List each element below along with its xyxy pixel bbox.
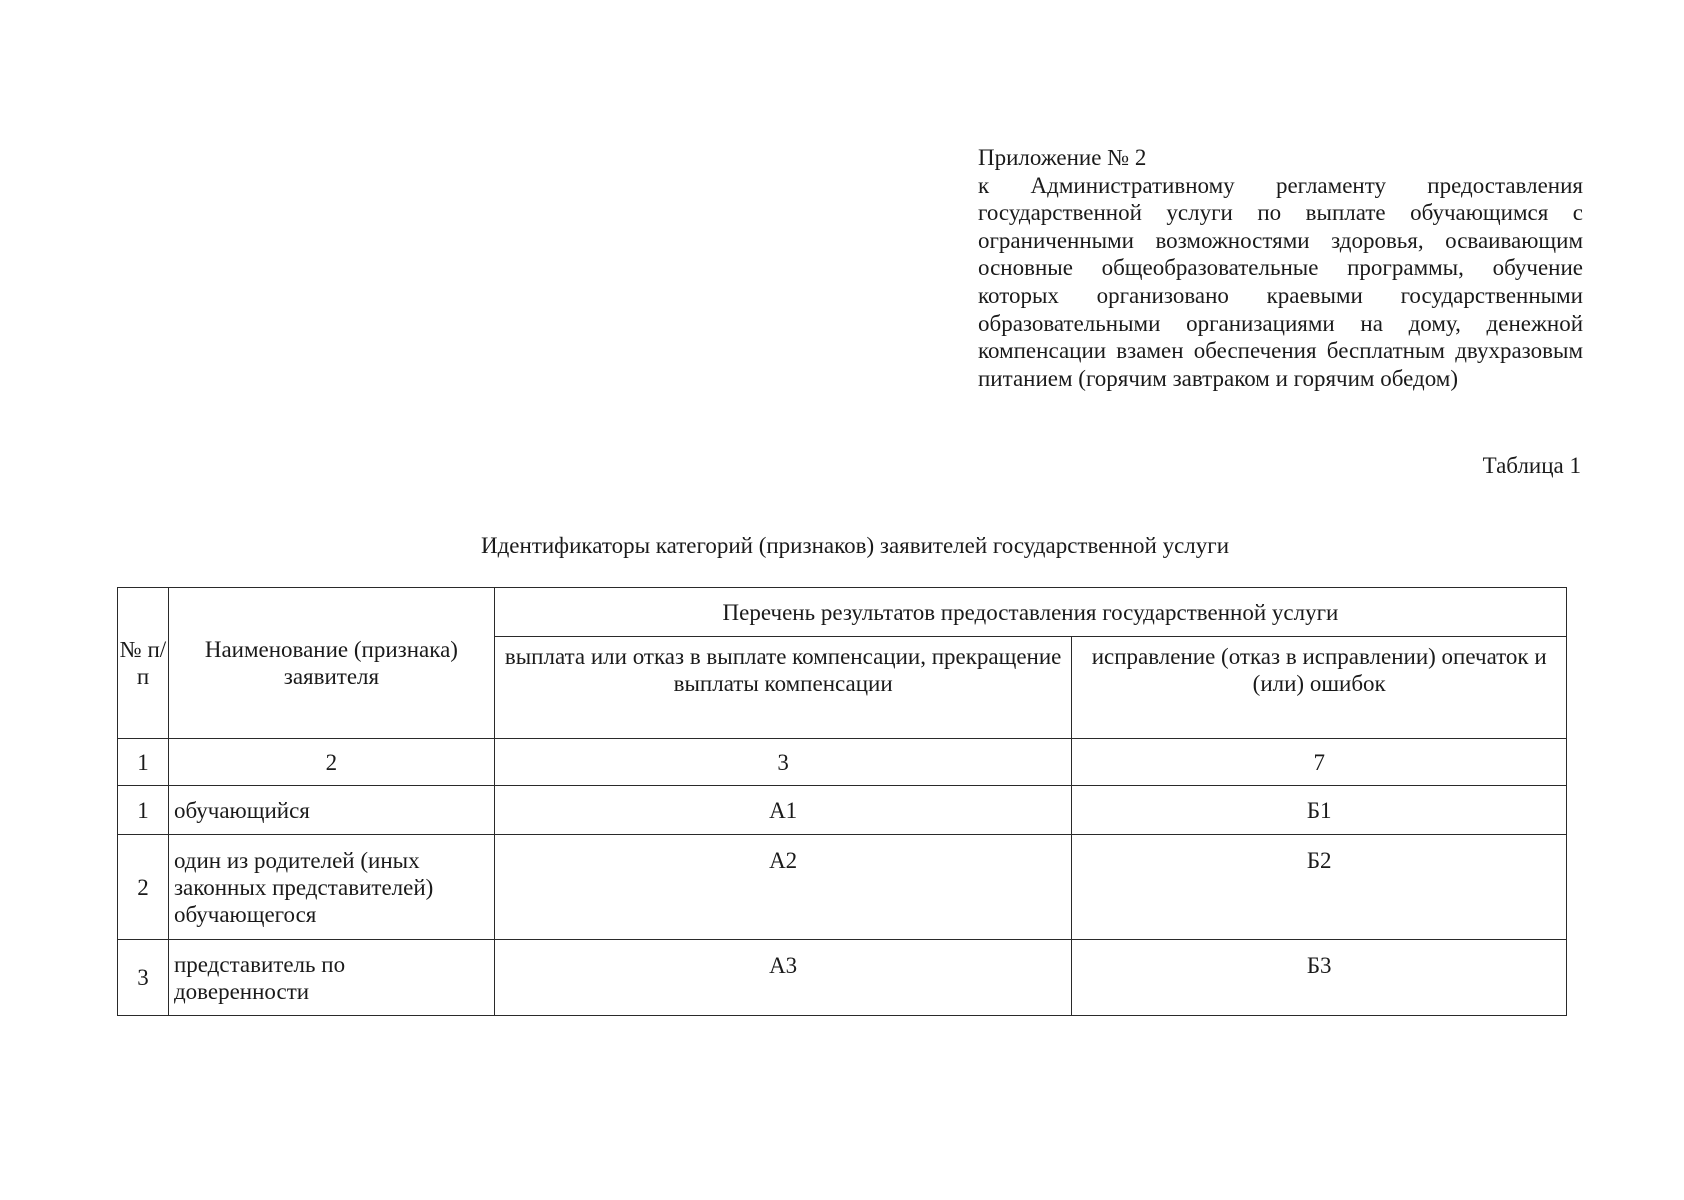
header-applicant-name: Наименование (признака) заявителя xyxy=(168,588,494,739)
table-caption: Идентификаторы категорий (признаков) заявителей государственной услуги xyxy=(480,533,1230,558)
row-number: 1 xyxy=(118,786,169,835)
row-number: 2 xyxy=(118,835,169,940)
header-result-payment: выплата или отказ в выплате компенсации, прекращение выплаты компенсации xyxy=(494,637,1072,739)
applicant-category: обучающийся xyxy=(168,786,494,835)
table-number: Таблица 1 xyxy=(1482,453,1581,478)
annex-text: к Административному регламенту предоставления государственной услуги по выплате обучающимся с ограниченными возможностями здоровья, осваивающим основные общеобразовательные программы, обучение которых организовано краевыми государственными образовательными организациями на дому, денежной компенсации взамен обеспечения бесплатным двухразовым питанием (горячим завтраком и горячим обедом) xyxy=(978,172,1583,391)
column-numbers-row xyxy=(118,739,1567,786)
table-header-row xyxy=(118,588,1567,637)
applicant-category: представитель по доверенности xyxy=(168,940,494,1016)
annex-block xyxy=(978,144,1583,392)
header-results-group: Перечень результатов предоставления государственной услуги xyxy=(494,588,1566,637)
column-number: 1 xyxy=(118,739,169,786)
applicant-category: один из родителей (иных законных представителей) обучающегося xyxy=(168,835,494,940)
result-correction-code: Б2 xyxy=(1072,835,1567,940)
result-correction-code: Б1 xyxy=(1072,786,1567,835)
column-number: 3 xyxy=(494,739,1072,786)
result-correction-code: Б3 xyxy=(1072,940,1567,1016)
annex-title: Приложение № 2 xyxy=(978,145,1147,170)
applicant-categories-table xyxy=(117,587,1567,1016)
table-row xyxy=(118,940,1567,1016)
result-payment-code: А2 xyxy=(494,835,1072,940)
result-payment-code: А1 xyxy=(494,786,1072,835)
row-number: 3 xyxy=(118,940,169,1016)
header-number: № п/п xyxy=(118,588,169,739)
column-number: 7 xyxy=(1072,739,1567,786)
table-row xyxy=(118,786,1567,835)
result-payment-code: А3 xyxy=(494,940,1072,1016)
table-row xyxy=(118,835,1567,940)
column-number: 2 xyxy=(168,739,494,786)
header-result-correction: исправление (отказ в исправлении) опечаток и (или) ошибок xyxy=(1072,637,1567,739)
